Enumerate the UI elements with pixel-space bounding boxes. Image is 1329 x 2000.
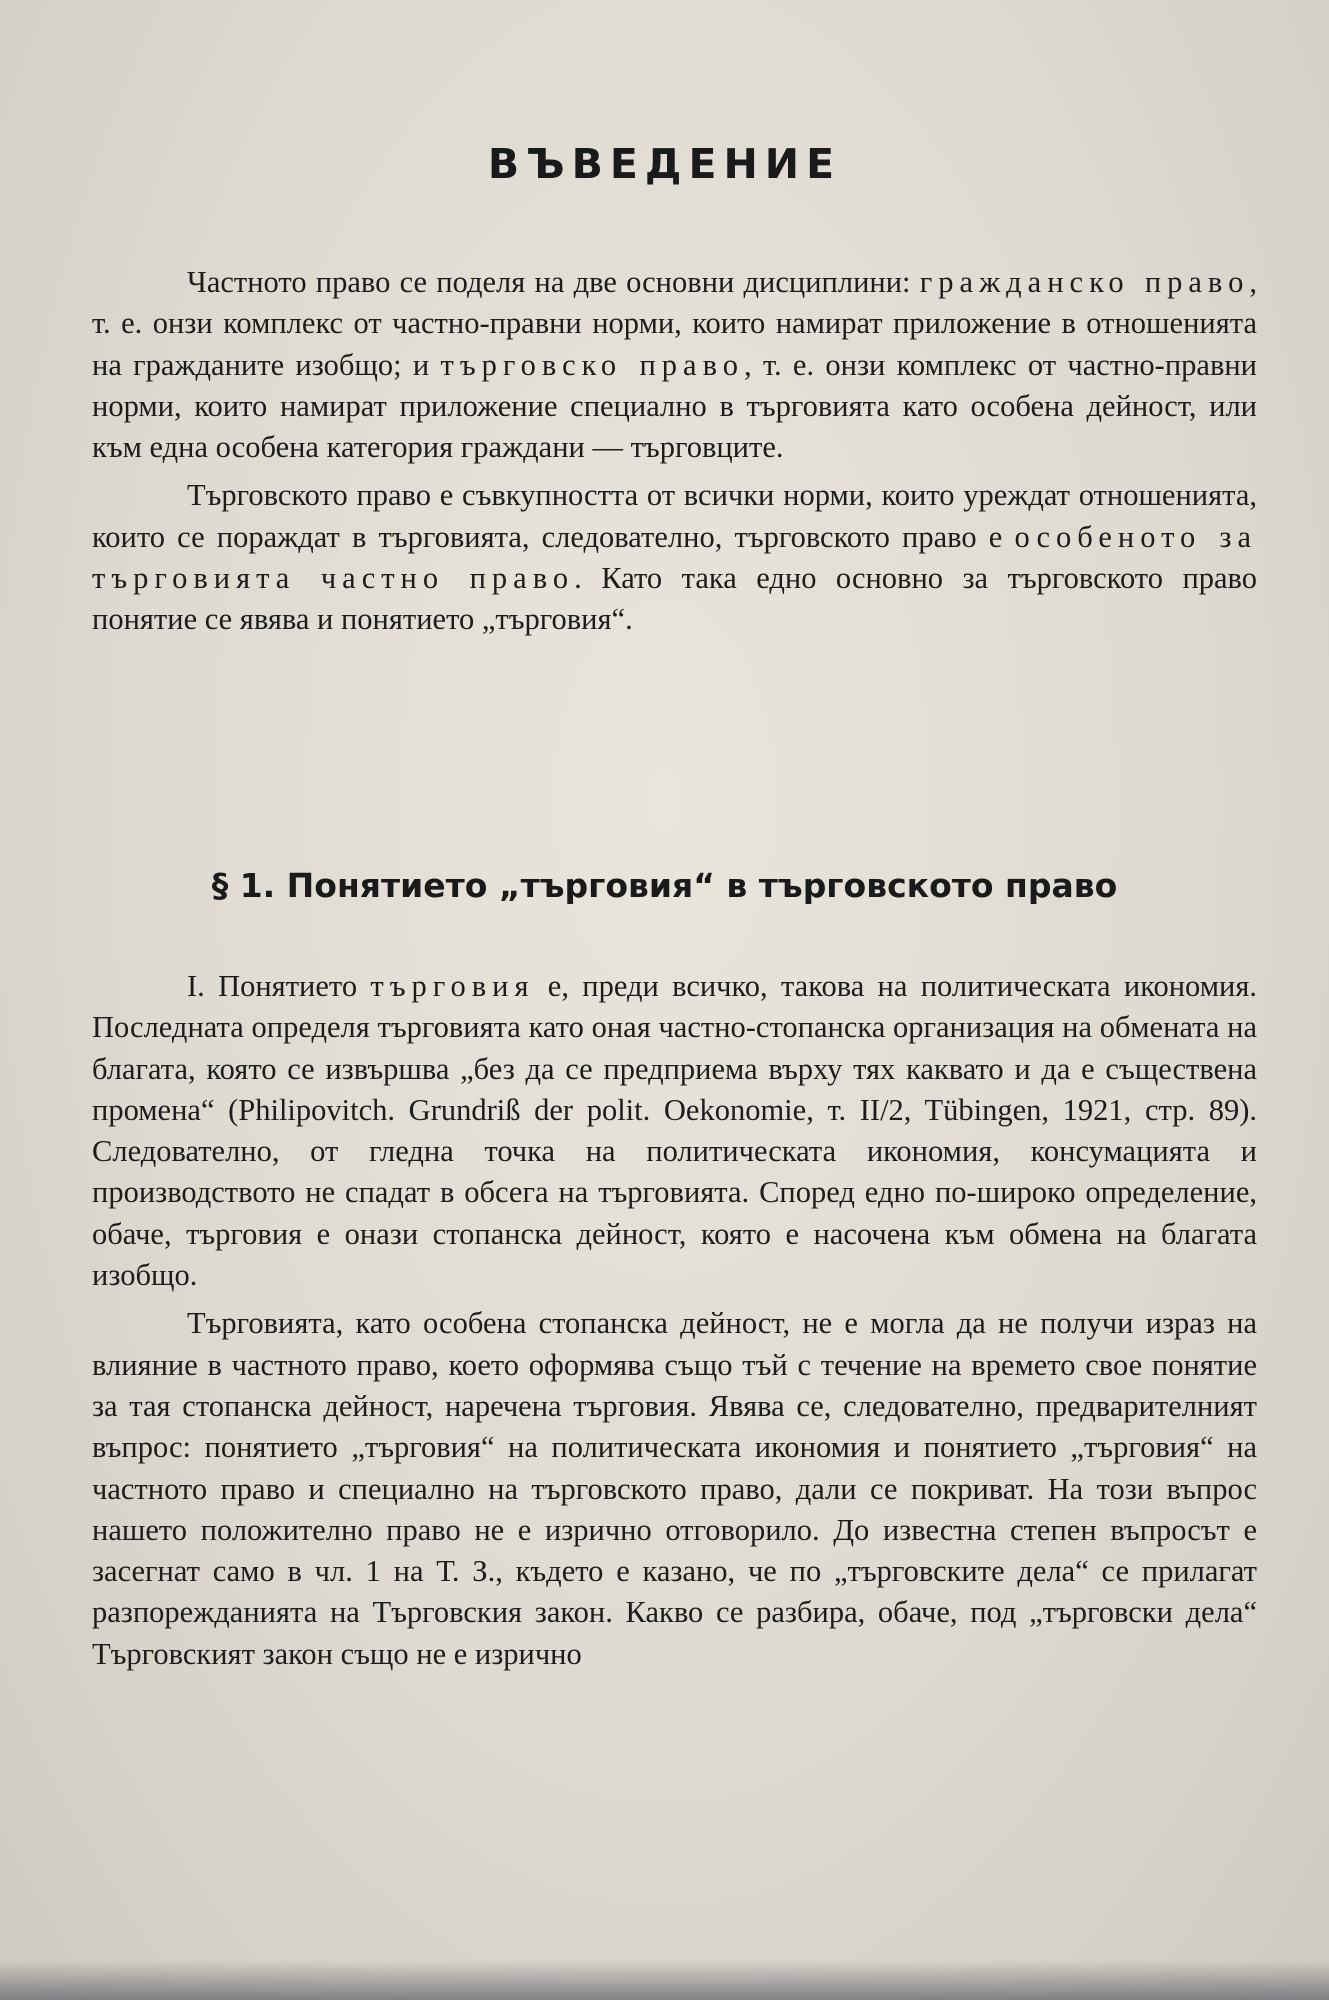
text-run: Търговията, като особена стопанска дейност, не е могла да не получи израз на влияние в частното право, което оформява също тъй с течение на времето свое понятие за тая стопанска дейност, наречена търговия. Явява се, следователно, предварителният въпрос: понятието „търговия“ на политическата икономия и понятието „търговия“ на частното право и специално на търговското право, дали се покриват. На този въпрос нашето положително право не е изрично отговорило. До известна степен въпросът е засегнат само в чл. 1 на Т. З., където е казано, че по „търговските дела“ се прилагат разпорежданията на Търговския закон. Какво се разбира, обаче, под „търговски дела“ Търговският закон също не е изрично: [92, 1306, 1257, 1671]
spaced-term: търговия: [370, 969, 535, 1003]
text-run: Частното право се поделя на две основни дисциплини:: [187, 265, 920, 299]
text-run: е, преди всичко, такова на политическата икономия. Последната определя търговията като оная частно-стопанска организация на обмената на благата, която се извършва „без да се предприема върху тях каквато и да е съществена промена“ (Philipovitch. Grundriß der polit. Oekonomie, т. II/2, Tübingen, 1921, стр. 89). Следователно, от гледна точка на политическата икономия, консумацията и производството не спадат в обсега на търговията. Според едно по-широко определение, обаче, търговия е онази стопанска дейност, която е насочена към обмена на благата изобщо.: [92, 969, 1257, 1293]
spaced-term: търговско право: [440, 347, 745, 382]
section-paragraph-2: [92, 1303, 1257, 1675]
bleed-through-text: [90, 0, 1250, 140]
intro-paragraph-1: [92, 262, 1257, 468]
page-edge-shadow: [0, 1960, 1329, 2000]
text-run: , т. е. онзи комплекс от частно-правни норми, които намират приложение специално в търговията като особена дейност, или към една особена категория граждани — търговците.: [92, 347, 1257, 465]
section-heading: § 1. Понятието „търговия“ в търговското право: [211, 866, 1118, 905]
page-title: ВЪВЕДЕНИЕ: [487, 140, 842, 188]
text-run: I. Понятието: [187, 969, 371, 1003]
text-run: , т. е. онзи комплекс от частно-правни норми, които намират приложение в отношенията на гражданите изобщо; и: [92, 265, 1257, 382]
spaced-term: особеното за търговията частно право: [92, 519, 1257, 596]
section-paragraph-1: [92, 966, 1257, 1296]
spaced-term: гражданско право: [919, 265, 1250, 299]
section-text: [92, 966, 1257, 1675]
intro-paragraph-2: [92, 475, 1257, 640]
text-run: . Като така едно основно за търговското право понятие се явява и понятието „търговия“.: [92, 561, 1257, 637]
intro-text: [92, 262, 1257, 641]
text-run: Търговското право е съвкупността от всички норми, които уреждат отношенията, които се пораждат в търговията, следователно, търговското право е: [92, 478, 1257, 554]
